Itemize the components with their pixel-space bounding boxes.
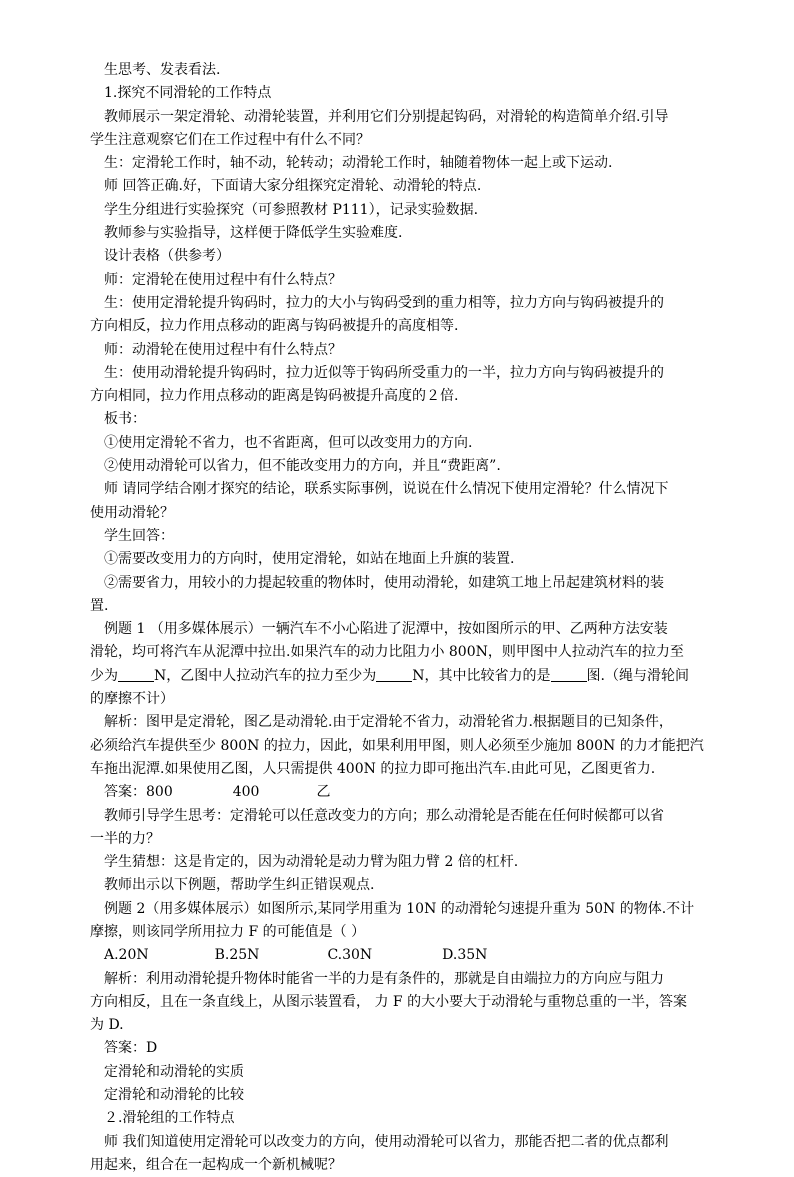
text-line: 方向相反，拉力作用点移动的距离与钩码被提升的高度相等. (90, 318, 459, 335)
answer-blank (118, 667, 154, 682)
text-line: 定滑轮和动滑轮的比较 (104, 1087, 244, 1104)
answer-blank (551, 667, 587, 682)
text-line: 例题 2（用多媒体展示）如图所示,某同学用重为 10N 的动滑轮匀速提升重为 50N 的物体.不计 (104, 900, 695, 917)
option-c: C.30N (327, 947, 373, 964)
text-line: ２.滑轮组的工作特点 (104, 1110, 235, 1127)
lesson-text-block-1 (90, 59, 706, 618)
text-line: 生：使用定滑轮提升钩码时，拉力的大小与钩码受到的重力相等，拉力方向与钩码被提升的 (104, 294, 664, 311)
text-line: ①使用定滑轮不省力，也不省距离，但可以改变用力的方向. (104, 434, 473, 451)
text-line: 学生猜想：这是肯定的，因为动滑轮是动力臂为阻力臂 2 倍的杠杆. (104, 854, 519, 871)
example-1-text: 少为 (90, 667, 118, 684)
text-line: 教师引导学生思考：定滑轮可以任意改变力的方向；那么动滑轮是否能在任何时候都可以省 (104, 807, 664, 824)
answer-blank (376, 667, 412, 682)
text-line: 学生注意观察它们在工作过程中有什么不同？ (90, 131, 370, 148)
text-line: 为 D. (90, 1017, 124, 1034)
text-line: 师 请同学结合刚才探究的结论，联系实际事例，说说在什么情况下使用定滑轮？什么情况下 (104, 481, 669, 498)
text-line: 教师出示以下例题，帮助学生纠正错误观点. (104, 877, 375, 894)
option-d: D.35N (442, 947, 488, 964)
text-line: ②使用动滑轮可以省力，但不能改变用力的方向，并且“费距离”. (104, 458, 501, 475)
text-line: 定滑轮和动滑轮的实质 (104, 1063, 244, 1080)
example-1-text: N，乙图中人拉动汽车的拉力至少为 (154, 667, 377, 684)
text-line: 方向相反，且在一条直线上，从图示装置看， 力 F 的大小要大于动滑轮与重物总重的一半，答案 (90, 993, 688, 1010)
text-line: 师：动滑轮在使用过程中有什么特点？ (104, 341, 342, 358)
text-line: 必须给汽车提供至少 800N 的拉力，因此，如果利用甲图，则人必须至少施加 800N 的力才能把汽 (90, 737, 704, 754)
document-body (90, 59, 706, 1177)
example-1-text: N，其中比较省力的是 (412, 667, 551, 684)
text-line: 摩擦，则该同学所用拉力 F 的可能值是（ ） (90, 923, 366, 940)
text-line: 解析：图甲是定滑轮，图乙是动滑轮.由于定滑轮不省力，动滑轮省力.根据题目的已知条件， (104, 714, 673, 731)
example-1-line: 滑轮，均可将汽车从泥潭中拉出.如果汽车的动力比阻力小 800N，则甲图中人拉动汽车的拉力至 (90, 644, 684, 661)
text-line: 生思考、发表看法. (104, 62, 221, 78)
lesson-text-block-3 (90, 968, 706, 1177)
example-1-text: 图.（绳与滑轮间 (586, 667, 689, 684)
text-line: 生：定滑轮工作时，轴不动，轮转动；动滑轮工作时，轴随着物体一起上或下运动. (104, 155, 613, 172)
answer-1-value-a: 答案：800 (104, 784, 173, 801)
text-line: 生：使用动滑轮提升钩码时，拉力近似等于钩码所受重力的一半，拉力方向与钩码被提升的 (104, 364, 664, 381)
example-2-options (90, 944, 706, 967)
text-line: 学生分组进行实验探究（可参照教材 P111），记录实验数据. (104, 201, 479, 218)
example-1-line: 例题 1 （用多媒体展示）一辆汽车不小心陷进了泥潭中，按如图所示的甲、乙两种方法安装 (104, 621, 668, 638)
text-line: 答案：D (104, 1040, 158, 1057)
option-a: A.20N (104, 947, 149, 964)
text-line: 设计表格（供参考） (104, 248, 230, 265)
example-1-line (90, 665, 706, 688)
text-line: 师 我们知道使用定滑轮可以改变力的方向，使用动滑轮可以省力，那能否把二者的优点都利 (104, 1133, 669, 1150)
text-line: 学生回答： (104, 527, 174, 544)
text-line: 教师展示一架定滑轮、动滑轮装置，并利用它们分别提起钩码，对滑轮的构造简单介绍.引导 (104, 108, 669, 125)
text-line: 用起来，组合在一起构成一个新机械呢？ (90, 1156, 342, 1173)
answer-1-value-c: 乙 (316, 784, 331, 801)
text-line: 师 回答正确.好，下面请大家分组探究定滑轮、动滑轮的特点. (104, 178, 482, 195)
analysis-1 (90, 711, 706, 781)
text-line: 解析：利用动滑轮提升物体时能省一半的力是有条件的，那就是自由端拉力的方向应与阻力 (104, 970, 664, 987)
text-line: 车拖出泥潭.如果使用乙图，人只需提供 400N 的拉力即可拖出汽车.由此可见，乙图更省力. (90, 760, 656, 777)
text-line: 1.探究不同滑轮的工作特点 (104, 85, 272, 102)
text-line: 置. (90, 597, 109, 614)
text-line: ②需要省力，用较小的力提起较重的物体时，使用动滑轮，如建筑工地上吊起建筑材料的装 (104, 574, 664, 591)
option-b: B.25N (214, 947, 260, 964)
text-line: 师：定滑轮在使用过程中有什么特点？ (104, 271, 342, 288)
lesson-text-block-2 (90, 805, 706, 945)
text-line: 一半的力？ (90, 830, 160, 847)
example-1-line: 的摩擦不计） (90, 691, 174, 708)
text-line: 教师参与实验指导，这样便于降低学生实验难度. (104, 225, 403, 242)
text-line: 板书： (104, 411, 146, 428)
text-line: ①需要改变用力的方向时，使用定滑轮，如站在地面上升旗的装置. (104, 551, 515, 568)
example-1 (90, 618, 706, 711)
answer-1-value-b: 400 (232, 784, 260, 801)
text-line: 使用动滑轮？ (90, 504, 174, 521)
answer-1 (90, 781, 706, 804)
text-line: 方向相同，拉力作用点移动的距离是钩码被提升高度的２倍. (90, 388, 459, 405)
